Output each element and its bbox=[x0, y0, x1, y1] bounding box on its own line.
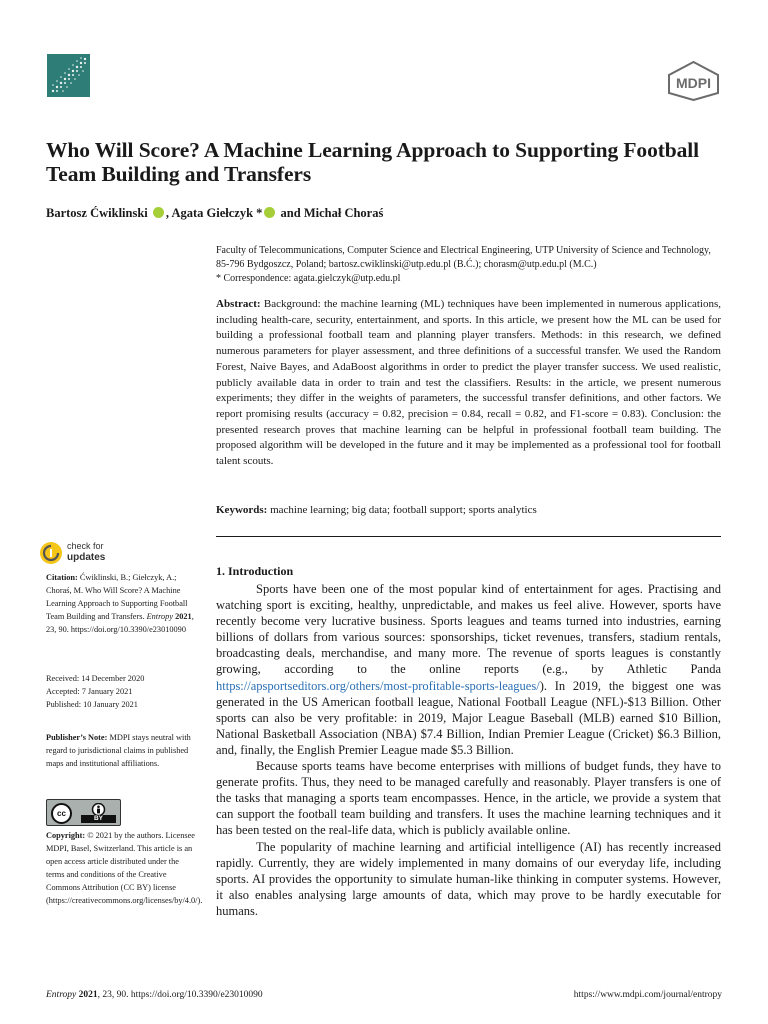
citation-text: Ćwiklinski, B.; Giełczyk, A.; Choraś, M. Who Will Score? A Machine Learning Approach to Supporting Football Team Building and Transfers. bbox=[46, 573, 188, 621]
author-list: Bartosz Ćwiklinski , Agata Giełczyk * and Michał Choraś bbox=[46, 206, 384, 220]
citation-year: 2021 bbox=[175, 612, 192, 621]
check-updates-line2: updates bbox=[67, 552, 106, 563]
citation-label: Citation: bbox=[46, 573, 78, 582]
paragraph-text: Sports have been one of the most popular kind of entertainment for ages. Practising and watching sport is exciting, healthy, unpredictable, and makes us feel alive. However, sports have recently become very lucrative business. Sports leagues and teams turned into industries, earning billions of dollars from various sources: sponsorships, ticket revenues, transfers, stadium rentals, broadcasting deals, merchandise, and many more. The revenue of sports leagues is constantly growing, according to the online reports (e.g., by Athletic Panda bbox=[216, 582, 721, 677]
author-name: Bartosz Ćwiklinski bbox=[46, 206, 148, 220]
by-icon-group bbox=[81, 803, 116, 822]
check-for-updates-badge[interactable] bbox=[40, 541, 125, 567]
paragraph bbox=[216, 581, 721, 758]
check-updates-line1: check for bbox=[67, 541, 104, 551]
keywords-text: machine learning; big data; football support; sports analytics bbox=[270, 504, 537, 516]
sports-leagues-link[interactable]: https://apsportseditors.org/others/most-profitable-sports-leagues/ bbox=[216, 678, 540, 693]
abstract-label: Abstract: bbox=[216, 298, 261, 310]
accepted-date: Accepted: 7 January 2021 bbox=[46, 687, 133, 696]
mdpi-logo bbox=[665, 61, 722, 101]
author-conjunction: and bbox=[280, 206, 301, 220]
author-name: Agata Giełczyk * bbox=[171, 206, 263, 220]
cc-by-license-badge[interactable] bbox=[46, 799, 121, 826]
footer-journal-url[interactable]: https://www.mdpi.com/journal/entropy bbox=[573, 990, 722, 1000]
paragraph-text: ). In 2019, the biggest one was generated in the US American football league, National Football League (NFL)-$13 Billion. Other sports can also be very profitable: in 2019, Major League Baseball (MLB) earned $10 Billion, National Basketball Association (NBA) $7.4 Billion, Indian Premier League (Cricket) $6.3 Billion, and, finally, the English Premier League made $5.3 Billion. bbox=[216, 678, 721, 757]
publishers-note-text: MDPI stays neutral with regard to jurisdictional claims in published maps and institutional affiliations. bbox=[46, 733, 191, 768]
affiliation-text: Faculty of Telecommunications, Computer Science and Electrical Engineering, UTP University of Science and Technology, 85-796 Bydgoszcz, Poland; bartosz.cwiklinski@utp.edu.pl (B.Ć.); chorasm@utp.edu.pl (M.C.) bbox=[216, 245, 711, 270]
paragraph: Because sports teams have become enterprises with millions of budget funds, they have to generate profits. Thus, they need to be managed carefully and reasonably. Player transfers is one of the tasks that managing a sports team encompasses. Hence, in the article, we provide a system that can support the football team building and transfers. It uses the machine learning techniques and it has been tested on the real-life data, which is publicly available online. bbox=[216, 759, 721, 838]
footer-citation bbox=[46, 990, 263, 1000]
publishers-note-label: Publisher’s Note: bbox=[46, 733, 108, 742]
journal-logo-graphic bbox=[47, 54, 90, 97]
citation-block bbox=[46, 571, 196, 636]
copyright-block bbox=[46, 829, 203, 907]
author-name: Michał Choraś bbox=[303, 206, 384, 220]
check-mark-icon bbox=[40, 542, 62, 564]
dates-block bbox=[46, 672, 196, 711]
publishers-note bbox=[46, 731, 196, 770]
orcid-icon[interactable] bbox=[153, 207, 164, 218]
keywords bbox=[216, 503, 721, 518]
orcid-icon[interactable] bbox=[264, 207, 275, 218]
affiliation-block bbox=[216, 244, 721, 286]
copyright-label: Copyright: bbox=[46, 831, 86, 840]
check-updates-label bbox=[67, 541, 105, 563]
introduction-body bbox=[216, 581, 721, 919]
journal-logo bbox=[47, 54, 90, 97]
received-date: Received: 14 December 2020 bbox=[46, 674, 145, 683]
citation-journal: Entropy bbox=[146, 612, 174, 621]
cc-icon: cc bbox=[51, 803, 72, 824]
article-title: Who Will Score? A Machine Learning Approach to Supporting Football Team Building and Transfers bbox=[46, 138, 700, 186]
keywords-label: Keywords: bbox=[216, 504, 268, 516]
published-date: Published: 10 January 2021 bbox=[46, 700, 138, 709]
paragraph: The popularity of machine learning and artificial intelligence (AI) has recently increased rapidly. Currently, they are widely implemented in many domains of our everyday life, including sports. AI provides the opportunity to simulate human-like thinking in computer systems. However, it also enables analysing large amounts of data, which may prove to be hardly executable for humans. bbox=[216, 839, 721, 918]
footer-year: 2021 bbox=[78, 990, 98, 1000]
mdpi-logo-graphic bbox=[665, 61, 722, 101]
check-updates-icon bbox=[40, 542, 62, 564]
footer-journal: Entropy bbox=[46, 990, 77, 1000]
mdpi-logo-text: MDPI bbox=[676, 75, 711, 91]
section-divider bbox=[216, 536, 721, 537]
copyright-text: © 2021 by the authors. Licensee MDPI, Basel, Switzerland. This article is an open access article distributed under the terms and conditions of the Creative Commons Attribution (CC BY) license (https://creativecommons.org/licenses/by/4.0/). bbox=[46, 831, 203, 905]
citation-rest: , 23, 90. https://doi.org/10.3390/e23010090 bbox=[46, 612, 194, 634]
abstract bbox=[216, 297, 721, 470]
correspondence-text: * Correspondence: agata.gielczyk@utp.edu.pl bbox=[216, 273, 401, 284]
abstract-text: Background: the machine learning (ML) techniques have been implemented in numerous applications, including health-care, security, entertainment, and sports. In this article, we present how the ML can be used for building a professional football team and planning player transfers. Methods: in this research, we defined numerous parameters for player assessment, and three definitions of a successful transfer. We used the Random Forest, Naive Bayes, and AdaBoost algorithms in order to predict the player transfer success. We used realistic, publicly available data in order to train and test the classifiers. Results: in the article, we present numerous experiments; they differ in the weights of parameters, the successful transfer definitions, and other factors. We report promising results (accuracy = 0.82, precision = 0.84, recall = 0.82, and F1-score = 0.83). Conclusion: the presented research proves that machine learning can be helpful in professional football team building. The proposed algorithm will be developed in the future and it may be implemented as a professional tool for football talent scouts. bbox=[216, 298, 721, 468]
section-heading: 1. Introduction bbox=[216, 564, 294, 578]
by-label: BY bbox=[81, 815, 116, 823]
footer-doi[interactable]: , 23, 90. https://doi.org/10.3390/e23010090 bbox=[97, 990, 263, 1000]
